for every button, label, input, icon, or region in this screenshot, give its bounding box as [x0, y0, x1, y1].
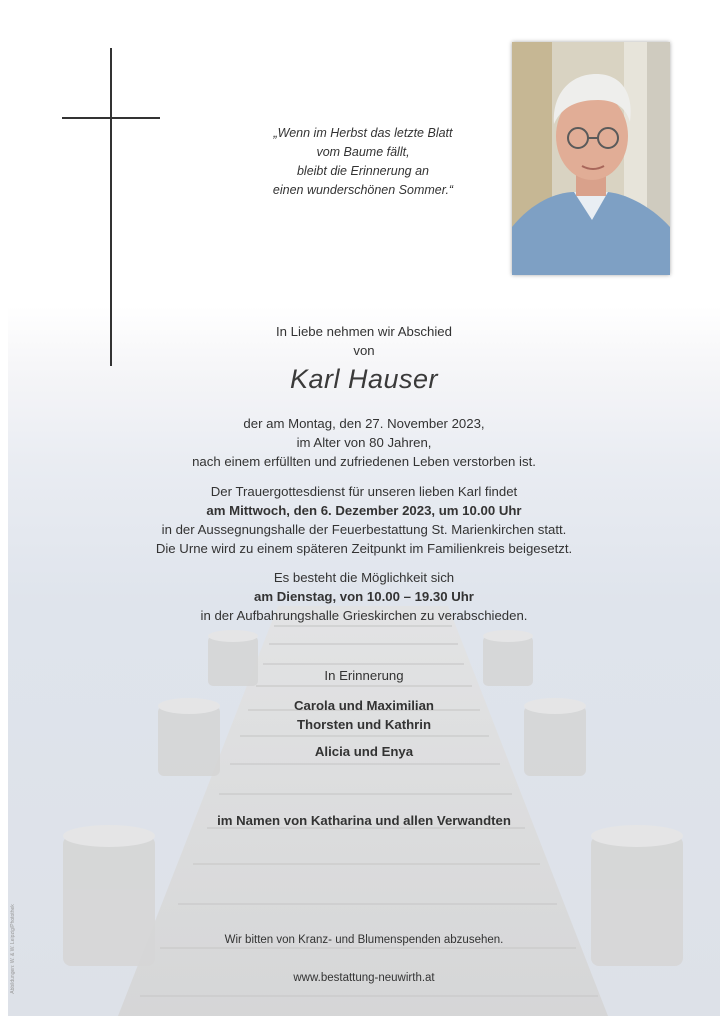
quote-line: bleibt die Erinnerung an	[296, 164, 430, 178]
cross-icon	[110, 48, 112, 366]
death-line: der am Montag, den 27. November 2023,	[243, 416, 485, 431]
obituary-sheet	[8, 6, 720, 1016]
mourner-names	[8, 696, 720, 761]
viewing-details	[8, 568, 720, 625]
side-credit: Abbildungen: W. & W. Leipzig/Photothek	[9, 904, 16, 994]
cross-icon-bar	[62, 117, 160, 119]
death-line: nach einem erfüllten und zufriedenen Leben verstorben ist.	[192, 454, 536, 469]
intro-block	[8, 322, 720, 360]
mourner-line: Carola und Maximilian	[294, 698, 434, 713]
death-notice	[8, 414, 720, 471]
quote-line: vom Baume fällt,	[316, 145, 410, 159]
mourner-line: Thorsten und Kathrin	[296, 717, 432, 732]
mourner-line: Alicia und Enya	[314, 744, 414, 759]
intro-line: von	[353, 343, 375, 358]
viewing-date: am Dienstag, von 10.00 – 19.30 Uhr	[254, 589, 474, 604]
death-line: im Alter von 80 Jahren,	[296, 435, 432, 450]
service-date: am Mittwoch, den 6. Dezember 2023, um 10.00 Uhr	[206, 503, 522, 518]
jetty-background-image	[8, 566, 720, 1016]
viewing-line: Es besteht die Möglichkeit sich	[273, 570, 455, 585]
service-details	[8, 482, 720, 558]
viewing-location: in der Aufbahrungshalle Grieskirchen zu verabschieden.	[200, 608, 528, 623]
quote-line: einen wunderschönen Sommer.“	[272, 183, 454, 197]
portrait-photo	[512, 42, 670, 275]
website-link[interactable]: www.bestattung-neuwirth.at	[293, 972, 435, 984]
urn-note: Die Urne wird zu einem späteren Zeitpunkt im Familienkreis beigesetzt.	[155, 541, 573, 556]
quote-line: „Wenn im Herbst das letzte Blatt	[273, 126, 453, 140]
memory-heading: In Erinnerung	[324, 668, 404, 683]
memorial-quote	[228, 124, 498, 200]
service-location: in der Aussegnungshalle der Feuerbestattung St. Marienkirchen statt.	[161, 522, 567, 537]
intro-line: In Liebe nehmen wir Abschied	[276, 324, 452, 339]
service-line: Der Trauergottesdienst für unseren lieben Karl findet	[210, 484, 518, 499]
family-line: im Namen von Katharina und allen Verwandten	[217, 813, 511, 828]
deceased-name: Karl Hauser	[289, 364, 439, 394]
donation-request: Wir bitten von Kranz- und Blumenspenden abzusehen.	[224, 934, 504, 946]
